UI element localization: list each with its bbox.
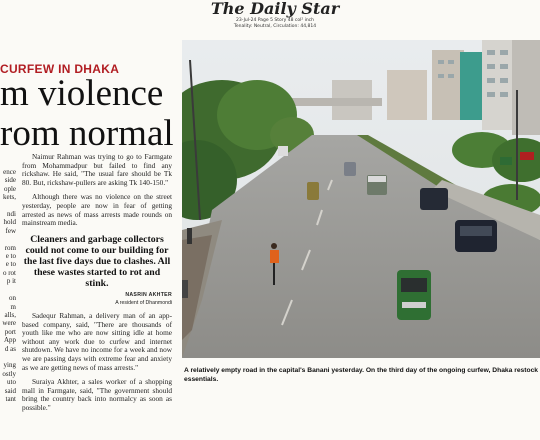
column-fragment-line [0, 286, 16, 294]
column-fragment-line: side [4, 176, 16, 185]
clipping-dateline: 23-Jul-24 Page 5 Story 48 col² inch [235, 18, 315, 23]
photo-street-scene [182, 40, 540, 358]
column-fragment-line: p it [6, 277, 16, 286]
photo-caption: A relatively empty road in the capital's Banani yesterday. On the third day of the ongoing curfew, Dhaka restock essentials. [184, 367, 539, 383]
headline-line-1: m violence [0, 74, 164, 114]
column-fragment-line: m [10, 302, 16, 311]
column-fragment-line: few [5, 226, 16, 235]
column-fragment-line: port [4, 327, 16, 336]
column-fragment-line: o rot [2, 268, 16, 277]
column-fragment-line: said [4, 386, 16, 395]
column-fragment-line: were [2, 319, 16, 328]
headline-line-2: rom normal [0, 113, 174, 154]
column-fragment-line: ople [3, 184, 16, 193]
column-fragment-line: App [3, 336, 16, 345]
pull-quote: Cleaners and garbage collectors could not come to our building for the last five days due to clashes. All these wastes started to rot and stink. [23, 233, 171, 289]
column-fragment-line [0, 353, 16, 361]
article-body [22, 153, 172, 412]
paragraph-naimur: Naimur Rahman was trying to go to Farmgate from Mohammadpur but failed to find any rickshaw. He said, "The usual fare should be Tk 80. But, rickshaw-pullers are asking Tk 140-150." [22, 152, 172, 187]
column-fragment-line: rom [4, 243, 16, 252]
column-fragment-line [0, 202, 16, 210]
column-fragment-line: ndi [7, 210, 16, 219]
paragraph-suraiya: Suraiya Akhter, a sales worker of a shopping mall in Farmgate, said, "The government should bring the country back into normalcy as soon as possible." [22, 377, 172, 412]
column-fragment-line: d as [4, 344, 16, 353]
quote-attribution-role: A resident of Dhanmondi [115, 300, 172, 307]
paragraph-sadequr: Sadequr Rahman, a delivery man of an app-based company, said, "There are thousands of youth like me who are now sitting idle at home without any work due to curfew and internet shutdown. We have no income for a week and now we are passing days with extreme fear and anxiety as we are getting news of mass arrests." [22, 310, 172, 372]
clipping-circulation: Tenality: Neutral, Circulation: 44,814 [233, 24, 317, 29]
column-fragment-line: hold [3, 218, 16, 227]
left-column-fragments [0, 168, 16, 403]
column-fragment-line: ying [3, 361, 16, 370]
masthead [210, 0, 340, 30]
paragraph-no-violence: Although there was no violence on the street yesterday, people are now in fear of getting arrested as news of mass arrests made rounds on mainstream media. [22, 192, 172, 228]
column-fragment-line: on [9, 294, 16, 303]
newspaper-logo: The Daily Star [210, 0, 340, 18]
article-headline [0, 74, 178, 154]
column-fragment-line: alls, [4, 310, 16, 319]
column-fragment-line: ostly [2, 369, 16, 378]
column-fragment-line: tant [5, 394, 16, 403]
column-fragment-line: e to [5, 260, 16, 269]
column-fragment-line: ence [3, 168, 16, 176]
section-kicker: CURFEW IN DHAKA [0, 62, 120, 76]
quote-attribution-name: NASRIN AKHTER [125, 291, 172, 298]
news-photo [182, 40, 540, 358]
column-fragment-line [0, 235, 16, 243]
column-fragment-line: uto [7, 378, 16, 387]
column-fragment-line: kets, [2, 193, 16, 202]
column-fragment-line: e to [5, 252, 16, 261]
